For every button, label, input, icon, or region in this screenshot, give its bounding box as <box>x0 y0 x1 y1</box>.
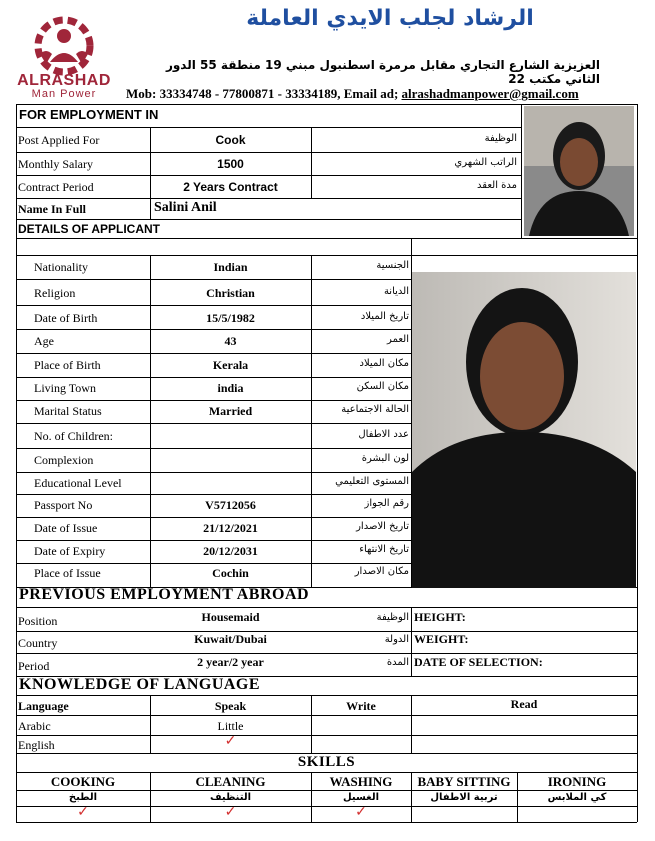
grid-line <box>16 607 637 608</box>
detail-label-arabic: تاريخ الاصدار <box>356 521 409 532</box>
grid-line <box>16 219 521 220</box>
employment-label-arabic: مدة العقد <box>477 180 517 191</box>
physical-field-label: WEIGHT: <box>414 632 469 646</box>
grid-line <box>16 631 637 632</box>
grid-line <box>311 255 312 587</box>
skill-check-icon: ✓ <box>224 805 237 820</box>
detail-label-arabic: تاريخ الانتهاء <box>359 544 409 555</box>
grid-line <box>16 715 637 716</box>
grid-line <box>16 198 521 199</box>
grid-line <box>16 563 411 564</box>
detail-label-arabic: المستوى التعليمي <box>335 476 409 487</box>
detail-value: Indian <box>213 260 248 274</box>
skill-name-arabic: التنظيف <box>209 792 252 803</box>
passport-photo-icon <box>524 106 634 236</box>
employment-value: Cook <box>215 133 246 147</box>
language-col-language: Language <box>18 699 69 713</box>
detail-label-arabic: الحالة الاجتماعية <box>341 404 409 415</box>
full-photo-icon <box>412 272 636 588</box>
grid-line <box>16 127 521 128</box>
grid-line <box>150 198 151 219</box>
grid-line <box>637 104 638 822</box>
grid-line <box>16 353 411 354</box>
detail-value: 21/12/2021 <box>203 521 258 535</box>
detail-label-arabic: تاريخ الميلاد <box>360 311 409 322</box>
grid-line <box>411 607 412 676</box>
grid-line <box>311 127 312 198</box>
grid-line <box>16 400 411 401</box>
detail-label: Marital Status <box>34 404 102 418</box>
detail-value: V5712056 <box>205 498 256 512</box>
language-arabic: Arabic <box>18 719 51 733</box>
detail-label: Date of Issue <box>34 521 98 535</box>
skill-name: COOKING <box>50 774 116 789</box>
detail-label: Religion <box>34 286 76 300</box>
detail-label: Date of Expiry <box>34 544 106 558</box>
employment-label-arabic: الوظيفة <box>484 133 517 144</box>
skill-name-arabic: كي الملابس <box>547 792 607 803</box>
previous-label: Country <box>18 636 58 650</box>
previous-value: Housemaid <box>201 610 260 624</box>
name-label: Name In Full <box>18 202 87 216</box>
detail-label: Passport No <box>34 498 93 512</box>
grid-line <box>16 772 637 773</box>
skill-name-arabic: الطبخ <box>68 792 98 803</box>
detail-label: Educational Level <box>34 476 122 490</box>
company-address-arabic: العزيزية الشارع التجاري مقابل مرمرة اسطنبول مبني 19 منطقة 55 الدور الثاني مكتب 22 <box>165 58 600 86</box>
detail-label: Date of Birth <box>34 311 98 325</box>
detail-value: 15/5/1982 <box>206 311 255 325</box>
grid-line <box>16 238 637 239</box>
detail-label-arabic: عدد الاطفال <box>358 429 409 440</box>
detail-value: 20/12/2031 <box>203 544 258 558</box>
grid-line <box>16 494 411 495</box>
grid-line <box>16 329 411 330</box>
grid-line <box>16 517 411 518</box>
grid-line <box>16 104 637 105</box>
company-title-arabic: الرشاد لجلب الايدي العاملة <box>246 6 534 31</box>
detail-label: Living Town <box>34 381 96 395</box>
previous-label-arabic: المدة <box>386 657 409 668</box>
full-photo <box>412 272 636 588</box>
skill-name-arabic: تربية الاطفال <box>430 792 498 803</box>
detail-label: Place of Issue <box>34 566 101 580</box>
contact-line <box>126 86 641 102</box>
employment-label: Post Applied For <box>18 133 100 147</box>
skill-name-arabic: الغسيل <box>342 792 379 803</box>
detail-label: Nationality <box>34 260 88 274</box>
grid-line <box>16 152 521 153</box>
employment-label: Monthly Salary <box>18 157 93 171</box>
section-heading-previous: PREVIOUS EMPLOYMENT ABROAD <box>19 586 310 603</box>
grid-line <box>16 790 637 791</box>
skill-check-icon: ✓ <box>77 805 89 820</box>
skill-name: IRONING <box>547 774 607 789</box>
grid-line <box>16 822 637 823</box>
grid-line <box>16 653 637 654</box>
language-col-write: Write <box>346 699 376 713</box>
grid-line <box>16 540 411 541</box>
detail-label-arabic: لون البشرة <box>361 453 409 464</box>
grid-line <box>16 423 411 424</box>
grid-line <box>16 175 521 176</box>
detail-label-arabic: الجنسية <box>376 260 409 271</box>
detail-label-arabic: مكان الاصدار <box>354 566 409 577</box>
employment-value: 2 Years Contract <box>183 180 278 194</box>
grid-line <box>16 695 637 696</box>
language-english: English <box>18 738 55 752</box>
arabic-speak-value: Little <box>217 719 244 733</box>
previous-label-arabic: الوظيفة <box>376 612 409 623</box>
grid-line <box>16 472 411 473</box>
name-value: Salini Anil <box>154 200 217 215</box>
detail-value: Cochin <box>212 566 249 580</box>
contact-phones: Mob: 33334748 - 77800871 - 33334189, Email ad; <box>126 86 402 101</box>
previous-value: Kuwait/Dubai <box>194 632 267 646</box>
section-heading-skills: SKILLS <box>297 754 356 770</box>
detail-label: Age <box>34 334 54 348</box>
language-col-read: Read <box>510 697 538 711</box>
detail-label: No. of Children: <box>34 429 113 443</box>
detail-value: Kerala <box>212 358 249 372</box>
employment-label-arabic: الراتب الشهري <box>454 157 517 168</box>
previous-value: 2 year/2 year <box>197 655 264 669</box>
grid-line <box>16 305 411 306</box>
skill-name: WASHING <box>329 774 393 789</box>
section-heading-employment: FOR EMPLOYMENT IN <box>19 107 159 122</box>
detail-value: india <box>217 381 244 395</box>
grid-line <box>16 377 411 378</box>
physical-field-label: DATE OF SELECTION: <box>414 655 543 669</box>
contact-email[interactable]: alrashadmanpower@gmail.com <box>401 86 579 101</box>
previous-label: Period <box>18 659 50 673</box>
detail-label-arabic: الديانة <box>383 286 409 297</box>
previous-label-arabic: الدولة <box>384 634 409 645</box>
skill-name: CLEANING <box>195 774 266 789</box>
detail-label-arabic: رقم الجواز <box>364 498 409 509</box>
detail-label-arabic: العمر <box>387 334 409 345</box>
employment-value: 1500 <box>217 157 244 171</box>
grid-line <box>521 104 522 238</box>
grid-line <box>16 255 411 256</box>
language-col-speak: Speak <box>214 699 247 713</box>
detail-label-arabic: مكان السكن <box>356 381 409 392</box>
detail-value: Married <box>208 404 253 418</box>
grid-line <box>16 448 411 449</box>
grid-line <box>16 279 411 280</box>
brand-subtitle: Man Power <box>31 88 97 100</box>
grid-line <box>16 735 637 736</box>
brand-name: ALRASHAD <box>17 72 111 89</box>
section-heading-language: KNOWLEDGE OF LANGUAGE <box>19 676 261 693</box>
grid-line <box>150 255 151 587</box>
previous-label: Position <box>18 614 58 628</box>
detail-label: Place of Birth <box>34 358 101 372</box>
detail-label-arabic: مكان الميلاد <box>359 358 409 369</box>
detail-label: Complexion <box>34 453 94 467</box>
detail-value: 43 <box>224 334 237 348</box>
detail-value: Christian <box>206 286 255 300</box>
skill-check-icon: ✓ <box>355 805 367 820</box>
section-heading-details: DETAILS OF APPLICANT <box>18 222 160 236</box>
employment-label: Contract Period <box>18 180 94 194</box>
english-speak-check-icon: ✓ <box>224 734 237 749</box>
passport-photo <box>524 106 634 236</box>
skill-name: BABY SITTING <box>417 774 511 789</box>
physical-field-label: HEIGHT: <box>414 610 466 624</box>
